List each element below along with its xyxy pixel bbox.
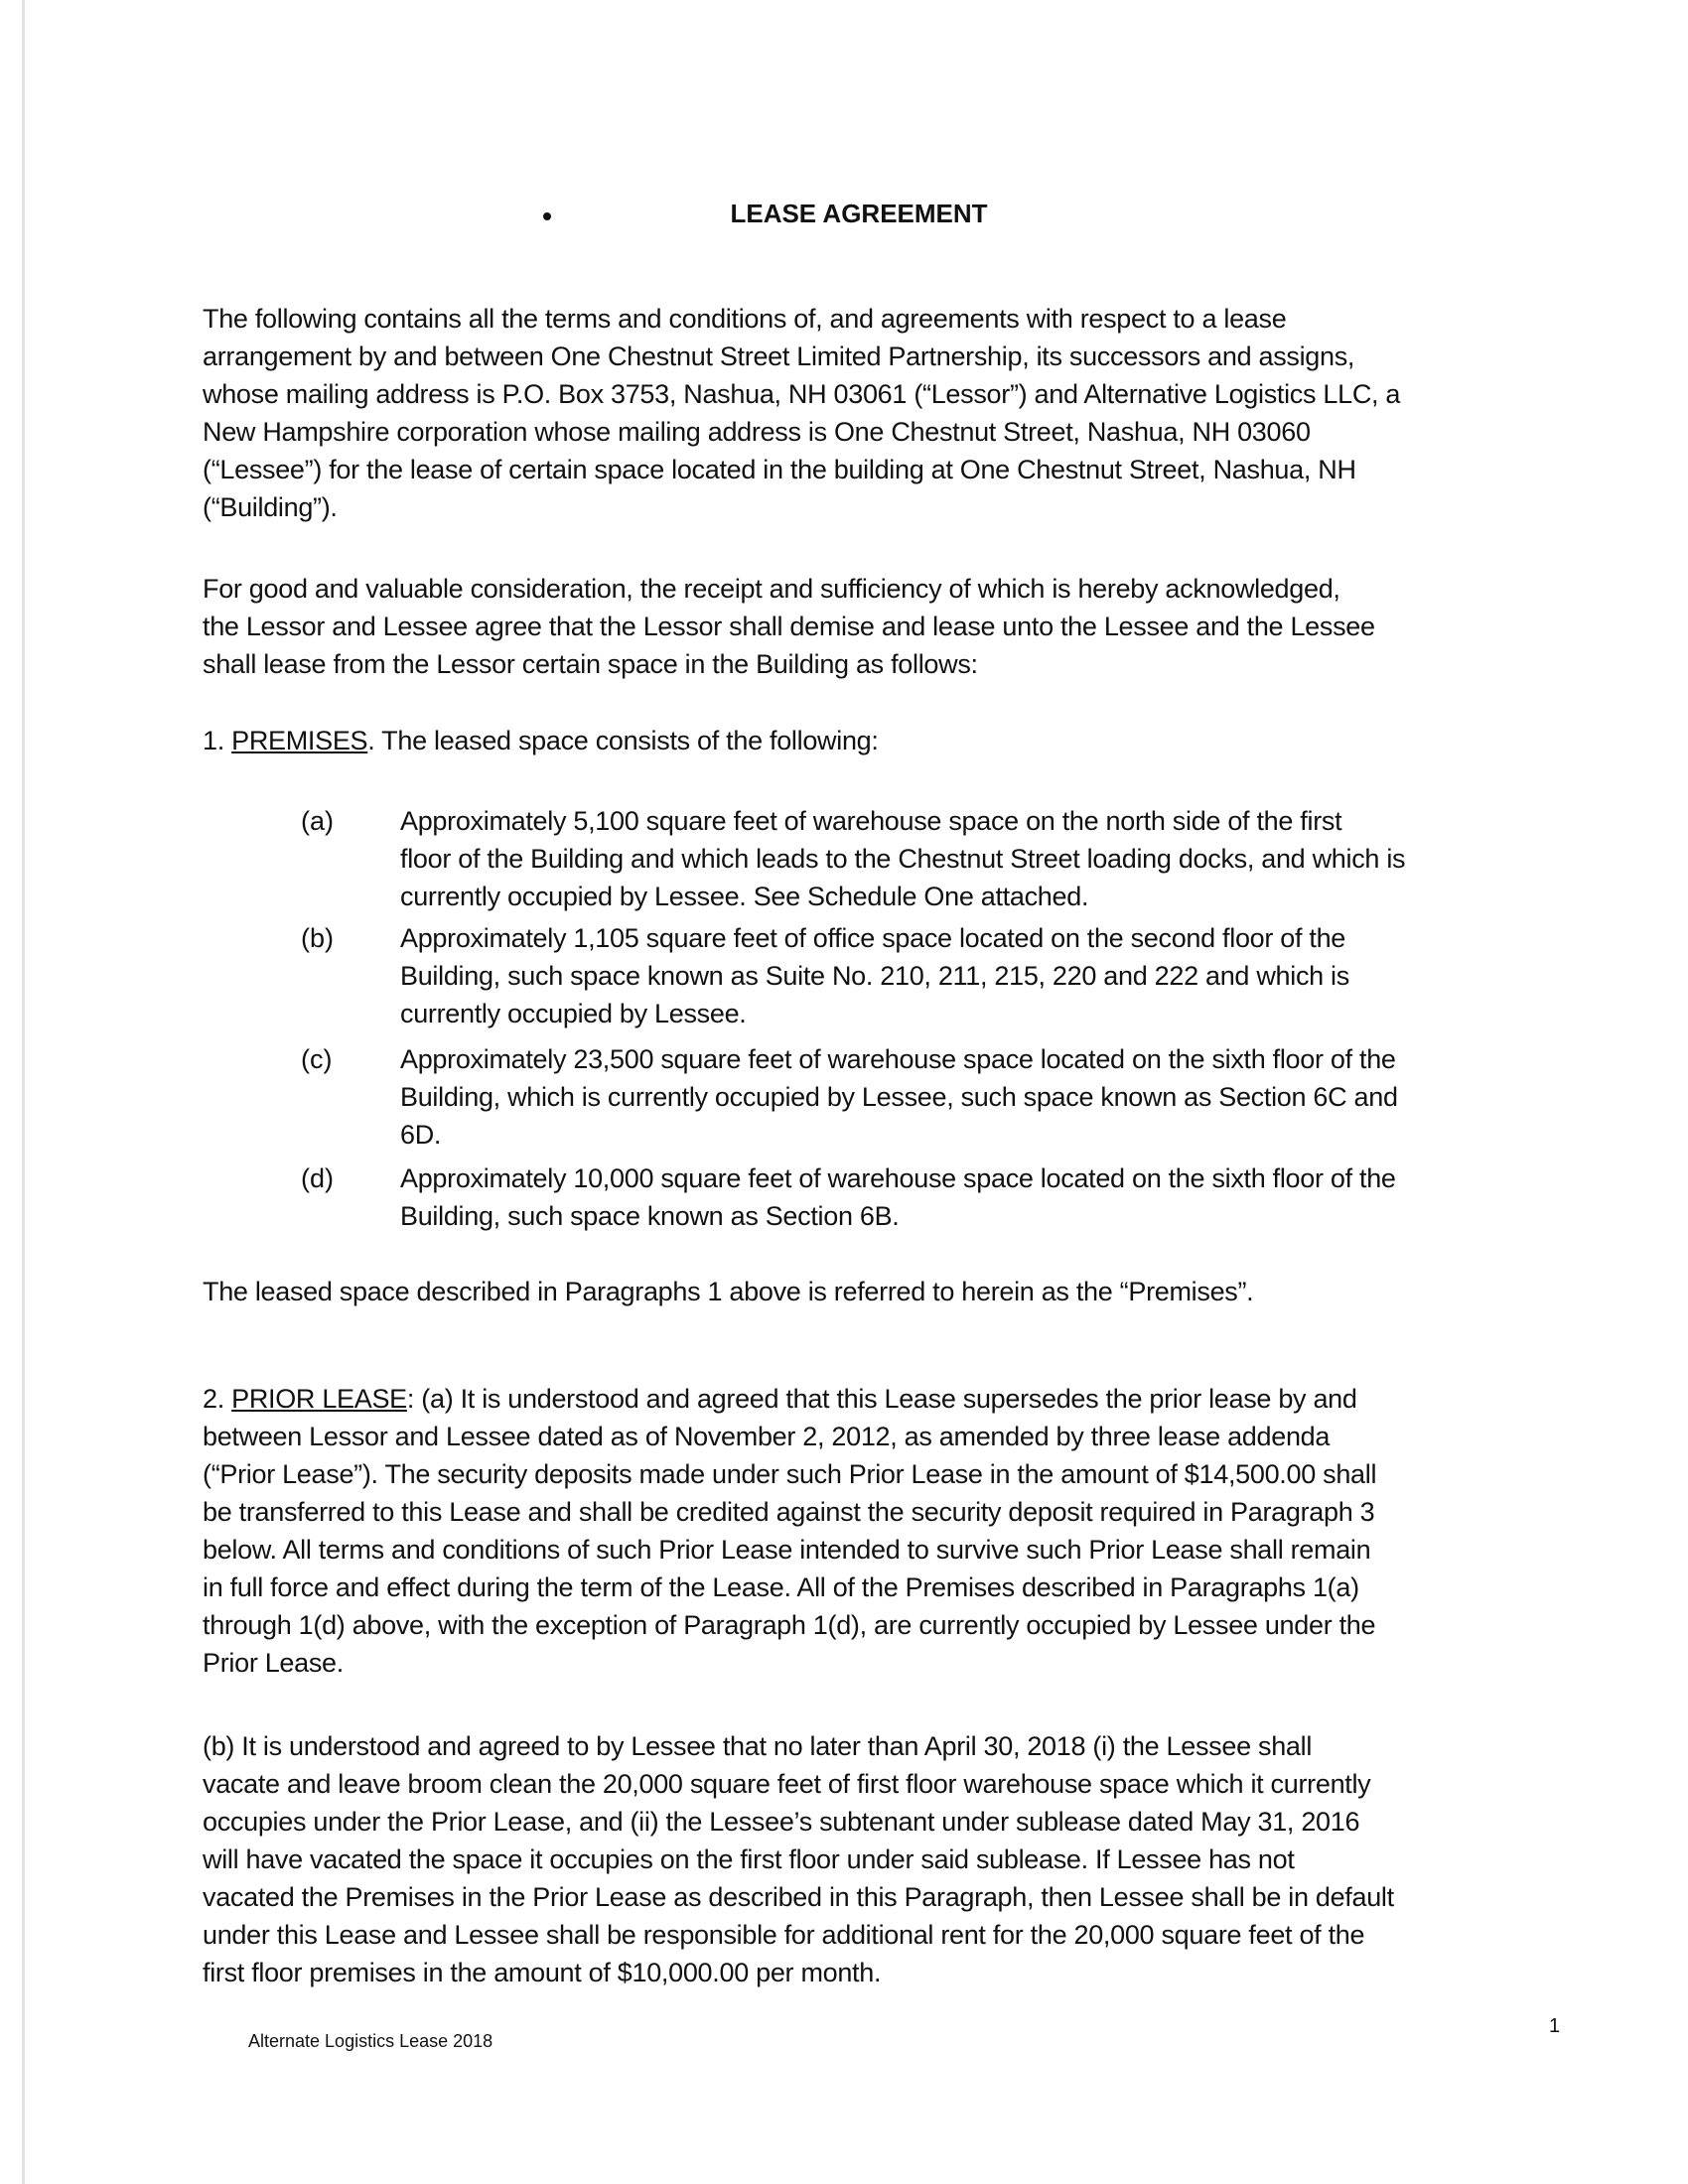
premises-item-a bbox=[400, 802, 1405, 915]
text-line: (“Building”). bbox=[203, 492, 338, 522]
text-line: currently occupied by Lessee. See Schedule One attached. bbox=[400, 882, 1089, 911]
text-line: Approximately 5,100 square feet of warehouse space on the north side of the first bbox=[400, 806, 1342, 836]
text-line: in full force and effect during the term of the Lease. All of the Premises described in Paragraphs 1(a) bbox=[203, 1572, 1359, 1602]
text-line: 6D. bbox=[400, 1120, 442, 1150]
section-title: PRIOR LEASE bbox=[231, 1384, 407, 1414]
text-line bbox=[203, 1380, 1376, 1418]
text-line: Approximately 1,105 square feet of office space located on the second floor of the bbox=[400, 923, 1346, 953]
page-number: 1 bbox=[1549, 2015, 1561, 2037]
text-line: Building, such space known as Suite No. 210, 211, 215, 220 and 222 and which is bbox=[400, 961, 1349, 991]
text-line: Building, such space known as Section 6B. bbox=[400, 1201, 900, 1231]
text-line: shall lease from the Lessor certain space in the Building as follows: bbox=[203, 649, 978, 679]
text-line: vacated the Premises in the Prior Lease as described in this Paragraph, then Lessee shall be in default bbox=[203, 1882, 1394, 1912]
section-number: 2. bbox=[203, 1384, 224, 1414]
premises-item-d bbox=[400, 1160, 1396, 1235]
text-line: vacate and leave broom clean the 20,000 square feet of first floor warehouse space which it currently bbox=[203, 1769, 1371, 1799]
item-label: (a) bbox=[301, 806, 334, 836]
text-line: Building, which is currently occupied by Lessee, such space known as Section 6C and bbox=[400, 1082, 1398, 1112]
section-text: : (a) It is understood and agreed that this Lease supersedes the prior lease by and bbox=[406, 1384, 1357, 1414]
text-line: currently occupied by Lessee. bbox=[400, 999, 747, 1028]
consideration-paragraph bbox=[203, 570, 1375, 683]
text-line: New Hampshire corporation whose mailing address is One Chestnut Street, Nashua, NH 03060 bbox=[203, 417, 1311, 447]
text-line: Approximately 10,000 square feet of warehouse space located on the sixth floor of the bbox=[400, 1163, 1396, 1193]
text-line: Prior Lease. bbox=[203, 1648, 344, 1678]
text-line: below. All terms and conditions of such Prior Lease intended to survive such Prior Lease shall remain bbox=[203, 1535, 1371, 1565]
text-line: first floor premises in the amount of $10,000.00 per month. bbox=[203, 1958, 882, 1987]
premises-item-b bbox=[400, 919, 1349, 1032]
text-line: Approximately 23,500 square feet of warehouse space located on the sixth floor of the bbox=[400, 1044, 1396, 1074]
text-line: occupies under the Prior Lease, and (ii) the Lessee’s subtenant under sublease dated May 31, 2016 bbox=[203, 1807, 1360, 1837]
text-line: floor of the Building and which leads to the Chestnut Street loading docks, and which is bbox=[400, 844, 1406, 874]
item-label: (c) bbox=[301, 1044, 333, 1074]
scan-edge bbox=[22, 0, 25, 2184]
text-line: (“Prior Lease”). The security deposits made under such Prior Lease in the amount of $14,500.00 shall bbox=[203, 1459, 1377, 1489]
text-line: under this Lease and Lessee shall be responsible for additional rent for the 20,000 square feet of the bbox=[203, 1920, 1365, 1950]
intro-paragraph bbox=[203, 300, 1400, 526]
text-line: For good and valuable consideration, the receipt and sufficiency of which is hereby acknowledged, bbox=[203, 574, 1340, 604]
document-title: LEASE AGREEMENT bbox=[730, 199, 988, 228]
text-line: through 1(d) above, with the exception of Paragraph 1(d), are currently occupied by Lessee under the bbox=[203, 1610, 1376, 1640]
section-text: . The leased space consists of the following: bbox=[367, 726, 879, 755]
text-line: between Lessor and Lessee dated as of November 2, 2012, as amended by three lease addenda bbox=[203, 1422, 1331, 1451]
text-line: (“Lessee”) for the lease of certain space located in the building at One Chestnut Street, Nashua, NH bbox=[203, 455, 1356, 484]
text-line: (b) It is understood and agreed to by Lessee that no later than April 30, 2018 (i) the Lessee shall bbox=[203, 1731, 1313, 1761]
item-label: (d) bbox=[301, 1163, 334, 1193]
text-line: will have vacated the space it occupies on the first floor under said sublease. If Lessee has not bbox=[203, 1844, 1295, 1874]
section-1-heading bbox=[203, 722, 879, 759]
premises-item-c bbox=[400, 1040, 1398, 1154]
section-2-paragraph-a bbox=[203, 1380, 1376, 1682]
text-line: arrangement by and between One Chestnut Street Limited Partnership, its successors and assigns, bbox=[203, 341, 1355, 371]
page-footer: Alternate Logistics Lease 2018 bbox=[248, 2031, 493, 2051]
text-line: be transferred to this Lease and shall be credited against the security deposit required in Paragraph 3 bbox=[203, 1497, 1375, 1527]
text-line: whose mailing address is P.O. Box 3753, Nashua, NH 03061 (“Lessor”) and Alternative Logistics LLC, a bbox=[203, 379, 1401, 409]
section-number: 1. bbox=[203, 726, 224, 755]
premises-closing: The leased space described in Paragraphs 1 above is referred to herein as the “Premises”. bbox=[203, 1277, 1254, 1306]
text-line: the Lessor and Lessee agree that the Lessor shall demise and lease unto the Lessee and the Lessee bbox=[203, 612, 1375, 641]
item-label: (b) bbox=[301, 923, 334, 953]
section-title: PREMISES bbox=[231, 726, 368, 755]
section-2-paragraph-b bbox=[203, 1727, 1394, 1991]
text-line: The following contains all the terms and conditions of, and agreements with respect to a lease bbox=[203, 304, 1287, 334]
